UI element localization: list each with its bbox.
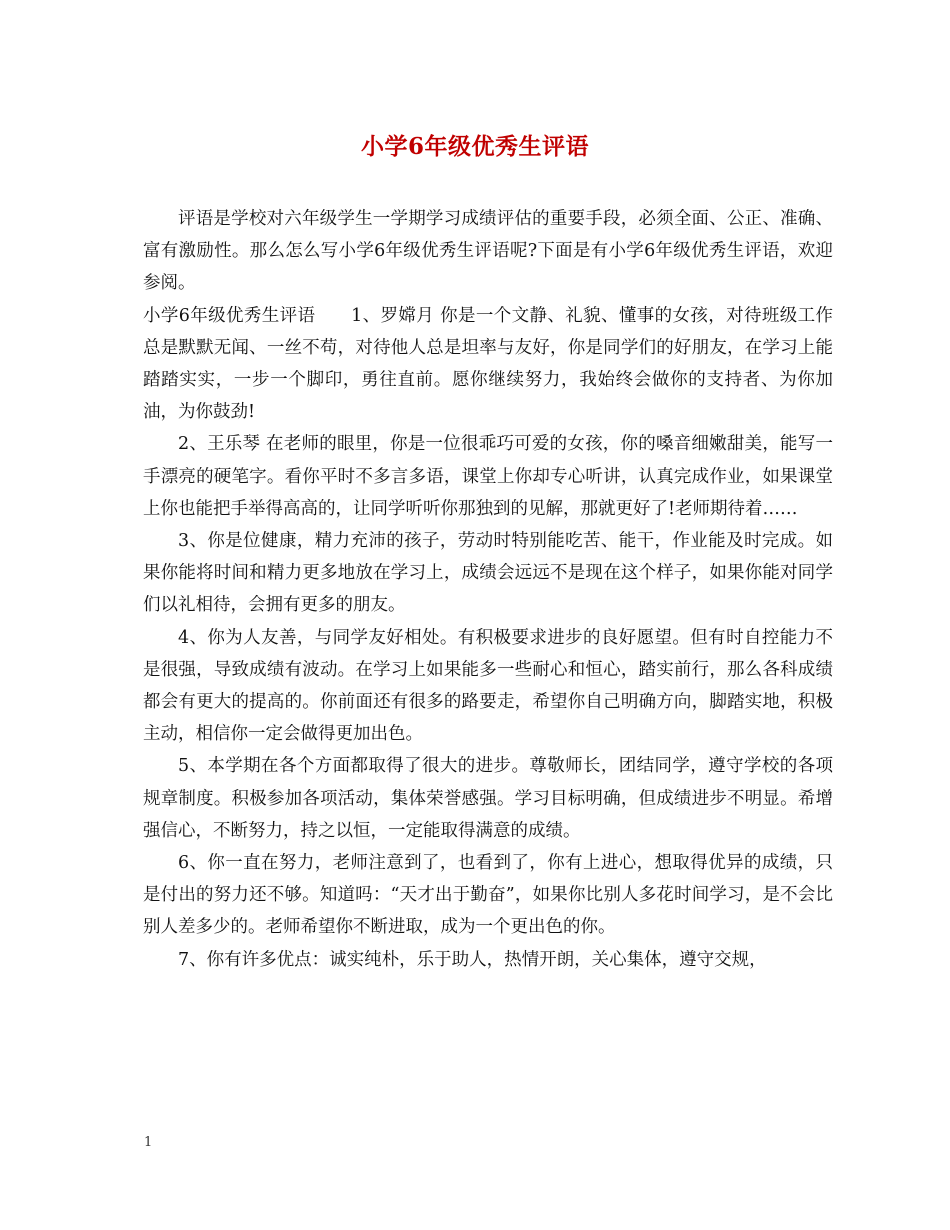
document-title: 小学6年级优秀生评语 bbox=[360, 133, 589, 160]
page-number: 1 bbox=[144, 1135, 153, 1150]
intro-paragraph: 评语是学校对六年级学生一学期学习成绩评估的重要手段，必须全面、公正、准确、富有激励性。那么怎么写小学6年级优秀生评语呢?下面是有小学6年级优秀生评语，欢迎参阅。 bbox=[143, 209, 833, 294]
document-body bbox=[143, 203, 833, 976]
comment-paragraph-1: 小学6年级优秀生评语 1、罗嫦月 你是一个文静、礼貌、懂事的女孩，对待班级工作总是默默无闻、一丝不苟，对待他人总是坦率与友好，你是同学们的好朋友，在学习上能踏踏实实，一步一个脚印，勇往直前。愿你继续努力，我始终会做你的支持者、为你加油，为你鼓劲! bbox=[143, 305, 833, 423]
comment-paragraph-2: 2、王乐琴 在老师的眼里，你是一位很乖巧可爱的女孩，你的嗓音细嫩甜美，能写一手漂亮的硬笔字。看你平时不多言多语，课堂上你却专心听讲，认真完成作业，如果课堂上你也能把手举得高高的，让同学听听你那独到的见解，那就更好了!老师期待着…… bbox=[143, 434, 833, 519]
comment-paragraph-7: 7、你有许多优点：诚实纯朴，乐于助人，热情开朗，关心集体，遵守交规， bbox=[178, 949, 767, 970]
comment-paragraph-6: 6、你一直在努力，老师注意到了，也看到了，你有上进心，想取得优异的成绩，只是付出的努力还不够。知道吗：“天才出于勤奋”，如果你比别人多花时间学习，是不会比别人差多少的。老师希望你不断进取，成为一个更出色的你。 bbox=[143, 853, 833, 938]
comment-paragraph-4: 4、你为人友善，与同学友好相处。有积极要求进步的良好愿望。但有时自控能力不是很强，导致成绩有波动。在学习上如果能多一些耐心和恒心，踏实前行，那么各科成绩都会有更大的提高的。你前面还有很多的路要走，希望你自己明确方向，脚踏实地，积极主动，相信你一定会做得更加出色。 bbox=[143, 627, 833, 745]
comment-paragraph-5: 5、本学期在各个方面都取得了很大的进步。尊敬师长，团结同学，遵守学校的各项规章制度。积极参加各项活动，集体荣誉感强。学习目标明确，但成绩进步不明显。希增强信心，不断努力，持之以恒，一定能取得满意的成绩。 bbox=[143, 756, 833, 841]
comment-paragraph-3: 3、你是位健康，精力充沛的孩子，劳动时特别能吃苦、能干，作业能及时完成。如果你能将时间和精力更多地放在学习上，成绩会远远不是现在这个样子，如果你能对同学们以礼相待，会拥有更多的朋友。 bbox=[143, 531, 833, 616]
